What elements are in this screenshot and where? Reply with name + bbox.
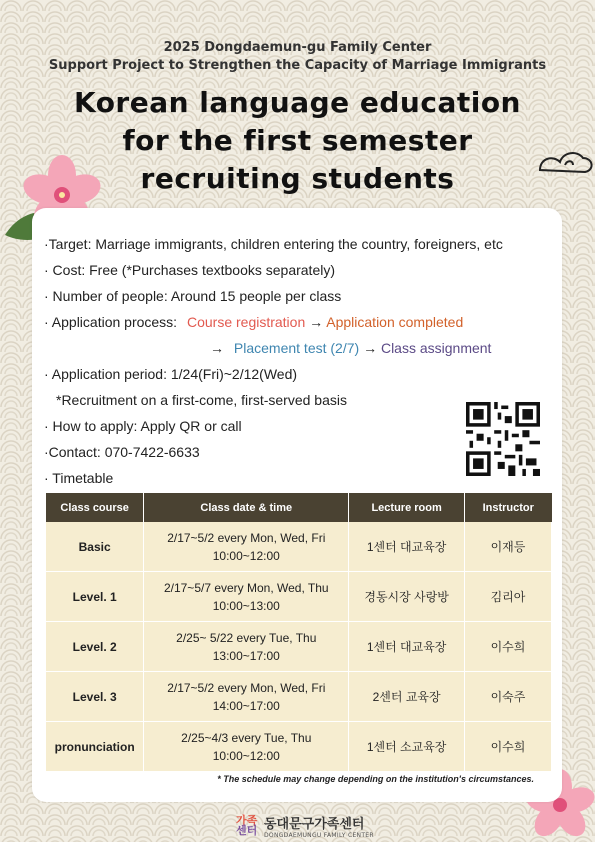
title-line-3: recruiting students	[140, 162, 455, 195]
info-contact: ·Contact: 070-7422-6633	[44, 444, 200, 460]
logo-name-ko: 동대문구가족센터	[264, 817, 365, 832]
cell-instructor: 김리아	[464, 572, 551, 622]
table-row	[46, 722, 552, 772]
info-cost: · Cost: Free (*Purchases textbooks separately)	[44, 262, 336, 278]
title-line-2: for the first semester	[122, 124, 473, 157]
header-organization: 2025 Dongdaemun-gu Family Center	[163, 40, 432, 55]
info-process	[44, 314, 463, 330]
cell-date-days: 2/25~ 5/22 every Tue, Thu	[176, 630, 317, 645]
header-instructor: Instructor	[464, 493, 551, 522]
logo-mark-top: 가족	[236, 814, 258, 827]
center-logo	[236, 814, 374, 838]
cell-room: 1센터 대교육장	[349, 522, 465, 572]
logo-name-en: DONGDAEMUNGU FAMILY CENTER	[264, 832, 374, 839]
logo-text	[264, 813, 374, 839]
cell-room: 1센터 소교육장	[349, 722, 465, 772]
cell-date-time: 10:00~13:00	[212, 598, 280, 613]
cell-date-days: 2/17~5/2 every Mon, Wed, Fri	[167, 680, 326, 695]
arrow-icon: →	[210, 340, 224, 356]
cell-date	[144, 722, 349, 772]
step-course-registration: Course registration	[186, 314, 306, 330]
info-period: · Application period: 1/24(Fri)~2/12(Wed)	[44, 366, 298, 382]
process-label: · Application process:	[44, 314, 178, 330]
info-process-cont	[210, 340, 491, 356]
cell-date	[144, 572, 349, 622]
header-class-course: Class course	[46, 493, 144, 522]
cell-date	[144, 522, 349, 572]
cell-instructor: 이수희	[464, 622, 551, 672]
cell-date-time: 10:00~12:00	[212, 548, 280, 563]
cell-course: pronunciation	[46, 722, 144, 772]
header-lecture-room: Lecture room	[349, 493, 465, 522]
info-timetable: · Timetable	[44, 470, 114, 486]
step-placement-test: Placement test (2/7)	[233, 340, 360, 356]
cell-room: 경동시장 사랑방	[349, 572, 465, 622]
title-line-1: Korean language education	[73, 86, 521, 119]
info-how: · How to apply: Apply QR or call	[44, 418, 242, 434]
cell-date-days: 2/17~5/7 every Mon, Wed, Thu	[163, 580, 329, 595]
cell-course: Level. 3	[46, 672, 144, 722]
cell-instructor: 이재등	[464, 522, 551, 572]
table-row	[46, 572, 552, 622]
info-target: ·Target: Marriage immigrants, children entering the country, foreigners, etc	[44, 236, 503, 252]
cell-date-time: 10:00~12:00	[212, 748, 280, 763]
cell-course: Level. 1	[46, 572, 144, 622]
cell-date-time: 14:00~17:00	[212, 698, 280, 713]
cell-instructor: 이수희	[464, 722, 551, 772]
logo-mark	[236, 816, 264, 836]
cloud-icon	[535, 140, 595, 180]
cell-instructor: 이숙주	[464, 672, 551, 722]
step-application-completed: Application completed	[326, 314, 464, 330]
cell-room: 1센터 대교육장	[349, 622, 465, 672]
info-period-note: *Recruitment on a first-come, first-served basis	[56, 392, 347, 408]
header-project: Support Project to Strengthen the Capacity of Marriage Immigrants	[48, 58, 547, 73]
cell-date-time: 13:00~17:00	[212, 648, 280, 663]
header-class-date: Class date & time	[144, 493, 349, 522]
cell-date-days: 2/17~5/2 every Mon, Wed, Fri	[167, 530, 326, 545]
info-people: · Number of people: Around 15 people per class	[44, 288, 342, 304]
qr-code-icon[interactable]	[466, 402, 540, 476]
cell-date	[144, 672, 349, 722]
table-row	[46, 672, 552, 722]
cell-date	[144, 622, 349, 672]
cell-room: 2센터 교육장	[349, 672, 465, 722]
logo-mark-bottom: 센터	[236, 824, 258, 837]
schedule-note: * The schedule may change depending on the institution's circumstances.	[217, 774, 534, 784]
table-row	[46, 522, 552, 572]
cell-date-days: 2/25~4/3 every Tue, Thu	[181, 730, 312, 745]
cell-course: Level. 2	[46, 622, 144, 672]
cell-course: Basic	[46, 522, 144, 572]
step-class-assignment: Class assignment	[380, 340, 492, 356]
table-row	[46, 622, 552, 672]
arrow-icon: →	[363, 340, 378, 356]
arrow-icon: →	[309, 314, 324, 330]
table-header-row	[46, 493, 552, 522]
timetable	[46, 493, 552, 772]
